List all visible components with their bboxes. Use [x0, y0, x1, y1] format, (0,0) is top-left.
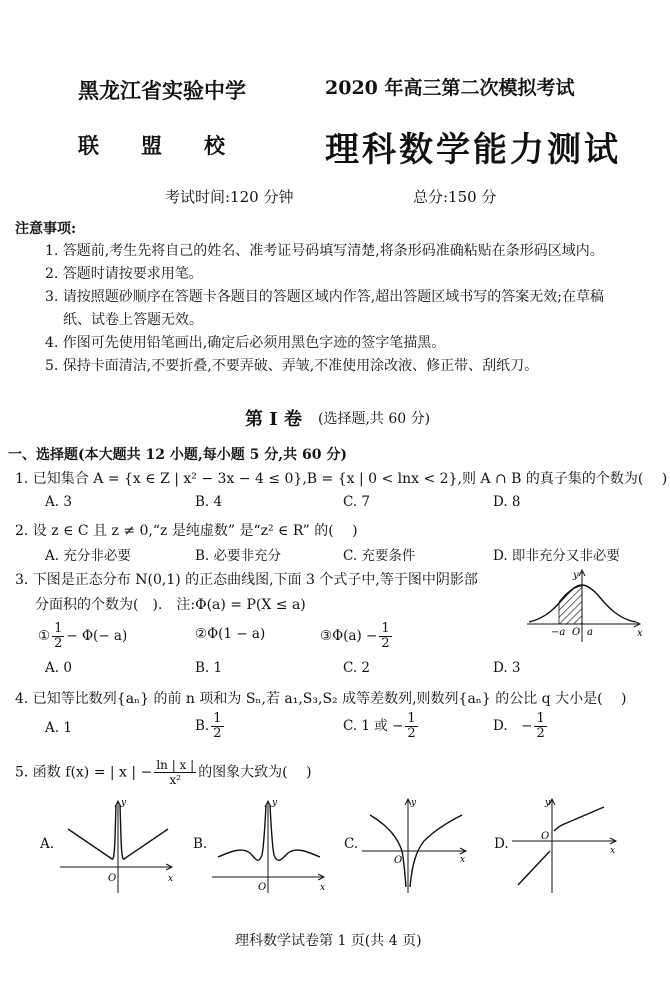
question-5-option-a: A.	[40, 836, 55, 852]
question-4-stem: 4. 已知等比数列{aₙ} 的前 n 项和为 Sₙ,若 a₁,S₃,S₂ 成等差数列,则数列{aₙ} 的公比 q 大小是( )	[15, 691, 627, 707]
notice-item: 4. 作图可先使用铅笔画出,确定后必须用黑色字迹的签字笔描黑。	[45, 335, 446, 351]
notice-item: 纸、试卷上答题无效。	[63, 312, 203, 328]
svg-text:O: O	[541, 831, 550, 842]
question-4-option-d: D. − $\frac{1}{2}$	[493, 711, 545, 741]
svg-text:y: y	[545, 798, 551, 808]
exam-time: 考试时间:120 分钟	[165, 188, 294, 206]
question-4-option-b: B. $\frac{1}{2}$	[195, 711, 222, 741]
section-title: 第 Ⅰ 卷	[245, 409, 302, 430]
normal-curve-figure	[525, 566, 645, 644]
question-1-option-c: C. 7	[343, 494, 371, 510]
question-3-option-d: D. 3	[493, 660, 521, 676]
notice-item: 3. 请按照题砂顺序在答题卡各题目的答题区域内作答,超出答题区域书写的答案无效;在草稿	[45, 289, 604, 305]
question-1-stem: 1. 已知集合 A = {x ∈ Z | x² − 3x − 4 ≤ 0},B = {x | 0 < lnx < 2},则 A ∩ B 的真子集的个数为( )	[15, 471, 668, 487]
question-3-stem-2: 分面积的个数为( ). 注:Φ(a) = P(X ≤ a)	[35, 597, 306, 613]
subject-title: 理科数学能力测试	[325, 130, 621, 170]
question-2-option-c: C. 充要条件	[343, 548, 416, 564]
total-score: 总分:150 分	[413, 188, 497, 206]
question-4-option-a: A. 1	[45, 720, 72, 736]
svg-text:O: O	[108, 873, 117, 884]
question-3-expr-2: ②Φ(1 − a)	[195, 626, 266, 642]
graph-a	[60, 795, 178, 895]
question-3-option-a: A. 0	[45, 660, 72, 676]
svg-text:y: y	[411, 798, 417, 808]
svg-text:O: O	[394, 855, 403, 866]
graph-b	[212, 795, 330, 895]
svg-text:O: O	[258, 882, 267, 893]
section-subtitle: (选择题,共 60 分)	[318, 411, 431, 427]
question-5-option-c: C.	[344, 836, 359, 852]
question-3-option-c: C. 2	[343, 660, 371, 676]
page-footer: 理科数学试卷第 1 页(共 4 页)	[235, 933, 422, 949]
question-4-option-c: C. 1 或 − $\frac{1}{2}$	[343, 711, 416, 741]
question-3-option-b: B. 1	[195, 660, 223, 676]
graph-c	[362, 795, 474, 895]
notice-item: 2. 答题时请按要求用笔。	[45, 266, 203, 282]
question-3-expr-3: ③Φ(a) − $\frac{1}{2}$	[320, 621, 390, 651]
school-alliance: 联 盟 校	[78, 133, 225, 158]
question-1-option-b: B. 4	[195, 494, 223, 510]
part-label: 一、选择题(本大题共 12 小题,每小题 5 分,共 60 分)	[8, 447, 347, 463]
school-name: 黑龙江省实验中学	[78, 78, 246, 103]
shaded-area	[559, 586, 582, 624]
question-3-stem: 3. 下图是正态分布 N(0,1) 的正态曲线图,下面 3 个式子中,等于图中阴影部	[15, 572, 478, 588]
svg-text:x: x	[320, 883, 326, 893]
a-label: a	[587, 627, 593, 638]
question-3-expr-1: ① $\frac{1}{2}$ − Φ(− a)	[38, 621, 128, 651]
neg-a-label: −a	[551, 627, 566, 638]
svg-text:x: x	[610, 846, 616, 856]
svg-text:y: y	[121, 798, 127, 808]
question-2-stem: 2. 设 z ∈ C 且 z ≠ 0,“z 是纯虚数” 是“z² ∈ R” 的( )	[15, 523, 358, 539]
origin-label: O	[572, 627, 581, 638]
x-axis-label: x	[637, 628, 643, 639]
svg-text:x: x	[460, 855, 466, 865]
question-5-option-b: B.	[193, 836, 208, 852]
question-2-option-a: A. 充分非必要	[45, 548, 131, 564]
question-1-option-a: A. 3	[45, 494, 72, 510]
question-5-stem: 5. 函数 f(x) = | x | − $\frac{\ln | x |}{\text{x²}}$ 的图象大致为( )	[15, 758, 312, 787]
exam-name: 2020 年高三第二次模拟考试	[325, 77, 575, 99]
question-5-option-d: D.	[494, 836, 509, 852]
graph-d	[512, 795, 624, 895]
svg-text:x: x	[168, 874, 174, 884]
y-axis-label: y	[573, 570, 579, 581]
notice-item: 1. 答题前,考生先将自己的姓名、准考证号码填写清楚,将条形码准确粘贴在条形码区域内。	[45, 243, 604, 259]
notice-item: 5. 保持卡面清洁,不要折叠,不要弄破、弄皱,不准使用涂改液、修正带、刮纸刀。	[45, 358, 539, 374]
question-2-option-d: D. 即非充分又非必要	[493, 548, 620, 564]
question-2-option-b: B. 必要非充分	[195, 548, 282, 564]
svg-text:y: y	[272, 798, 278, 808]
notice-title: 注意事项:	[15, 221, 77, 237]
question-1-option-d: D. 8	[493, 494, 521, 510]
